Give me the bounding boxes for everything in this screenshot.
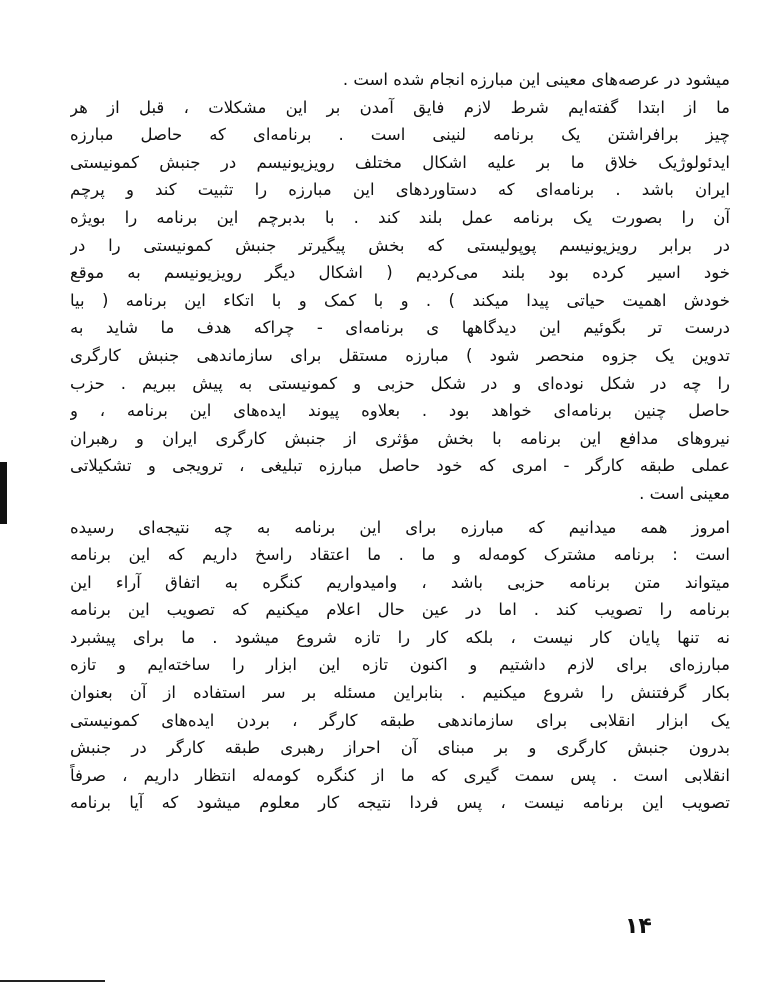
text-line: درست تر بگوئیم این دیدگاهها ی برنامه‌ای - چراکه هدف ما شاید به <box>70 318 730 338</box>
text-line: است : برنامه مشترک کومه‌له و ما . ما اعتقاد راسخ داریم که این برنامه <box>70 545 730 565</box>
text-line: نیروهای مدافع این برنامه با بخش مؤثری از جنبش کارگری ایران و رهبران <box>70 428 730 448</box>
text-line: بکار گرفتنش را شروع میکنیم . بنابراین مسئله بر سر استفاده از آن بعنوان <box>70 683 730 703</box>
body-text <box>70 66 730 817</box>
text-line: ما از ابتدا گفته‌ایم شرط لازم فایق آمدن بر این مشکلات ، قبل از هر <box>70 97 730 117</box>
text-line: بدرون جنبش کارگری و بر مبنای آن احراز رهبری طبقه کارگر در جنبش <box>70 738 730 758</box>
text-line: ایران باشد . برنامه‌ای که دستاوردهای این مبارزه را تثبیت کند و پرچم <box>70 180 730 200</box>
text-line: خودش اهمیت حیاتی پیدا میکند ) . و با کمک و با اتکاء این برنامه ( بیا <box>70 290 730 310</box>
text-line: تصویب این برنامه نیست ، پس فردا نتیجه کار معلوم میشود که آیا برنامه <box>70 793 730 813</box>
text-line: عملی طبقه کارگر - امری که خود حاصل مبارزه تبلیغی ، ترویجی و تشکیلاتی <box>70 456 730 476</box>
text-line: انقلابی است . پس سمت گیری که ما از کنگره کومه‌له انتظار داریم ، صرفاً <box>70 765 730 785</box>
text-line: معینی است . <box>639 483 730 503</box>
text-line: امروز همه میدانیم که مبارزه برای این برنامه به چه نتیجه‌ای رسیده <box>70 517 730 537</box>
text-line: حاصل چنین برنامه‌ای خواهد بود . بعلاوه پیوند ایده‌های این برنامه ، و <box>70 401 730 421</box>
text-line: آن را بصورت یک برنامه عمل بلند کند . با بدبرچم این برنامه را بویژه <box>70 207 730 227</box>
text-line: میتواند متن برنامه حزبی باشد ، وامیدواریم کنگره به اتفاق آراء این <box>70 572 730 592</box>
text-line: برنامه را تصویب کند . اما در عین حال اعلام میکنیم که تصویب این برنامه <box>70 600 730 620</box>
text-line: را چه در شکل نوده‌ای و در شکل حزبی و کمونیستی به پیش ببریم . حزب <box>70 373 730 393</box>
text-line: چیز برافراشتن یک برنامه لنینی است . برنامه‌ای که حاصل مبارزه <box>70 125 730 145</box>
text-line: نه تنها پایان کار نیست ، بلکه کار را تازه شروع میشود . ما برای پیشبرد <box>70 627 730 647</box>
text-line: مبارزه‌ای برای لازم داشتیم و اکنون تازه این ابزار را ساخته‌ایم و تازه <box>70 655 730 675</box>
text-line: یک ابزار انقلابی برای سازماندهی طبقه کارگر ، بردن ایده‌های کمونیستی <box>70 710 730 730</box>
text-line: میشود در عرصه‌های معینی این مبارزه انجام شده است . <box>342 70 730 89</box>
page-number: ۱۴ <box>625 914 652 939</box>
text-line: خود اسیر کرده بود بلند می‌کردیم ( اشکال دیگر رویزیونیسم به موقع <box>70 263 730 283</box>
scan-bottom-rule <box>0 980 105 982</box>
text-line: در برابر رویزیونیسم پوپولیستی که بخش پیگیرتر جنبش کمونیستی را در <box>70 235 730 255</box>
text-line: تدوین یک جزوه منحصر شود ) مبارزه مستقل برای سازماندهی جنبش کارگری <box>70 345 730 365</box>
scan-edge-mark <box>0 462 7 524</box>
text-line: ایدئولوژیک خلاق ما بر علیه اشکال مختلف رویزیونیسم در جنبش کمونیستی <box>70 152 730 172</box>
